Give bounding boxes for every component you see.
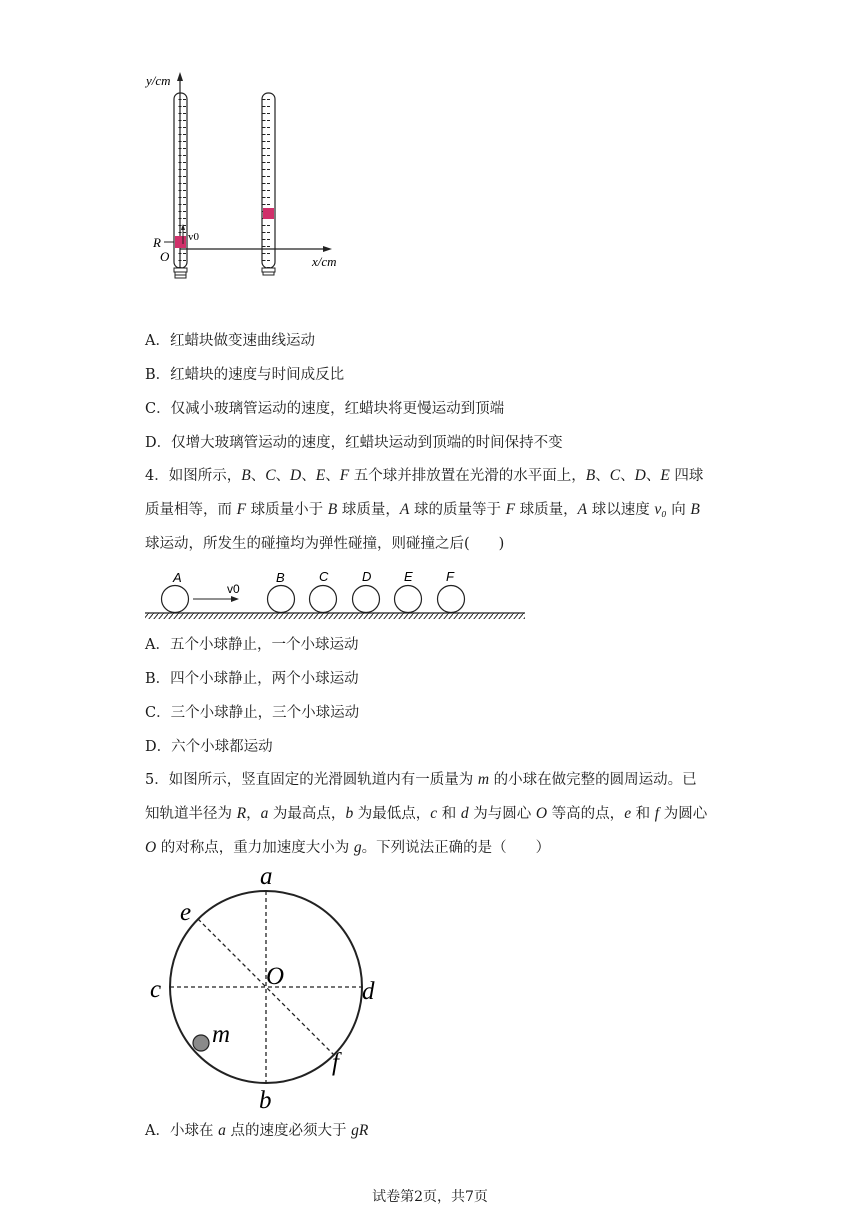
q4-option-c: C．三个小球静止，三个小球运动: [145, 705, 360, 721]
label-c: c: [150, 976, 162, 1003]
q5-stem-line1: 5．如图所示，竖直固定的光滑圆轨道内有一质量为 m 的小球在做完整的圆周运动。已: [145, 771, 697, 788]
ball-e: [395, 586, 422, 613]
q5-stem-line2: 知轨道半径为 R，a 为最高点，b 为最低点，c 和 d 为与圆心 O 等高的点，e 和 f 为圆心: [145, 805, 708, 822]
label-e: e: [180, 899, 192, 926]
label-R: R: [153, 235, 161, 250]
ball-f-label: F: [446, 569, 454, 584]
ball-f: [438, 586, 465, 613]
red-wax-block-moved: [263, 208, 274, 219]
q3-option-d: D．仅增大玻璃管运动的速度，红蜡块运动到顶端的时间保持不变: [145, 435, 563, 451]
v0-arrow-label: v0: [227, 582, 240, 596]
glass-tube-figure: [140, 68, 380, 288]
v0-label: v0: [188, 231, 199, 243]
ball-b: [268, 586, 295, 613]
ball-a: [162, 586, 189, 613]
circular-track-figure: [140, 862, 400, 1112]
q4-option-d: D．六个小球都运动: [145, 739, 273, 755]
label-O: O: [160, 249, 170, 264]
q3-option-b: B．红蜡块的速度与时间成反比: [145, 367, 345, 383]
ball-a-label: A: [173, 570, 182, 585]
page-footer: 试卷第2页，共7页: [372, 1189, 488, 1205]
q4-option-b: B．四个小球静止，两个小球运动: [145, 671, 359, 687]
x-axis-label: x/cm: [312, 254, 337, 269]
q3-option-c: C．仅减小玻璃管运动的速度，红蜡块将更慢运动到顶端: [145, 401, 505, 417]
label-b: b: [259, 1087, 272, 1112]
y-axis-label: y/cm: [146, 73, 171, 88]
q5-stem-line3: O 的对称点，重力加速度大小为 g。下列说法正确的是（ ）: [145, 839, 551, 856]
ball-e-label: E: [404, 569, 413, 584]
q3-option-a: A．红蜡块做变速曲线运动: [145, 333, 315, 349]
q5-option-a: A．小球在 a 点的速度必须大于 gR: [145, 1122, 369, 1139]
label-a: a: [260, 863, 273, 890]
label-f: f: [332, 1049, 339, 1076]
q4-option-a: A．五个小球静止，一个小球运动: [145, 637, 359, 653]
balls-figure: [143, 566, 533, 626]
small-ball-m: [193, 1035, 209, 1051]
red-wax-block: [175, 236, 186, 248]
ball-b-label: B: [276, 570, 285, 585]
q4-stem-line1: 4．如图所示，B、C、D、E、F 五个球并排放置在光滑的水平面上，B、C、D、E 四球: [145, 467, 704, 484]
label-d: d: [362, 978, 375, 1005]
ball-d-label: D: [362, 569, 372, 584]
label-m: m: [212, 1021, 231, 1048]
q4-stem-line2: 质量相等，而 F 球质量小于 B 球质量，A 球的质量等于 F 球质量，A 球以速度 v₀ 向 B: [145, 501, 700, 518]
ball-d: [353, 586, 380, 613]
label-O: O: [266, 963, 285, 990]
ball-c-label: C: [319, 569, 329, 584]
q4-stem-line3: 球运动，所发生的碰撞均为弹性碰撞，则碰撞之后( ): [145, 536, 505, 552]
ball-c: [310, 586, 337, 613]
